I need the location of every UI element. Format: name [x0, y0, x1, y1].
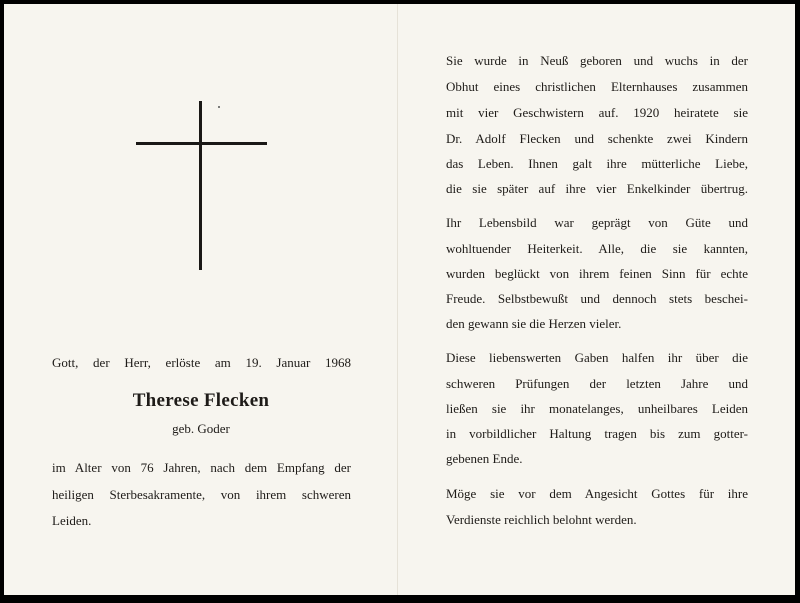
text-line: mit vier Geschwistern auf. 1920 heiratete sie — [446, 105, 748, 120]
cross-icon — [199, 101, 202, 270]
text-line: Freude. Selbstbewußt und dennoch stets beschei- — [446, 291, 748, 306]
text-line: Dr. Adolf Flecken und schenkte zwei Kindern — [446, 131, 748, 146]
text-line: Möge sie vor dem Angesicht Gottes für ihre — [446, 486, 748, 501]
text-line: Verdienste reichlich belohnt werden. — [446, 512, 637, 527]
deceased-name: Therese Flecken — [132, 390, 270, 411]
death-line: Gott, der Herr, erlöste am 19. Januar 1968 — [52, 355, 351, 370]
age-line: heiligen Sterbesakramente, von ihrem schweren — [52, 487, 351, 502]
text-line: Diese liebenswerten Gaben halfen ihr über die — [446, 350, 748, 365]
text-line: wohltuender Heiterkeit. Alle, die sie kannten, — [446, 241, 748, 256]
text-line: den gewann sie die Herzen vieler. — [446, 316, 622, 331]
age-line: im Alter von 76 Jahren, nach dem Empfang der — [52, 460, 351, 475]
text-line: Ihr Lebensbild war geprägt von Güte und — [446, 215, 748, 230]
text-line: wurden beglückt von ihrem feinen Sinn für echte — [446, 266, 748, 281]
text-line: das Leben. Ihnen galt ihre mütterliche Liebe, — [446, 156, 748, 171]
text-line: die sie später auf ihre vier Enkelkinder übertrug. — [446, 181, 748, 196]
card-fold — [397, 4, 398, 595]
text-line: ließen sie ihr monatelanges, unheilbares Leiden — [446, 401, 748, 416]
cross-icon-bar — [136, 142, 267, 145]
text-line: Sie wurde in Neuß geboren und wuchs in der — [446, 53, 748, 68]
text-line: gebenen Ende. — [446, 451, 523, 466]
text-line: schweren Prüfungen der letzten Jahre und — [446, 376, 748, 391]
age-line: Leiden. — [52, 513, 92, 528]
speck — [218, 106, 220, 108]
text-line: Obhut eines christlichen Elternhauses zusammen — [446, 79, 748, 94]
text-line: in vorbildlicher Haltung tragen bis zum gotter- — [446, 426, 748, 441]
maiden-name: geb. Goder — [172, 421, 230, 436]
